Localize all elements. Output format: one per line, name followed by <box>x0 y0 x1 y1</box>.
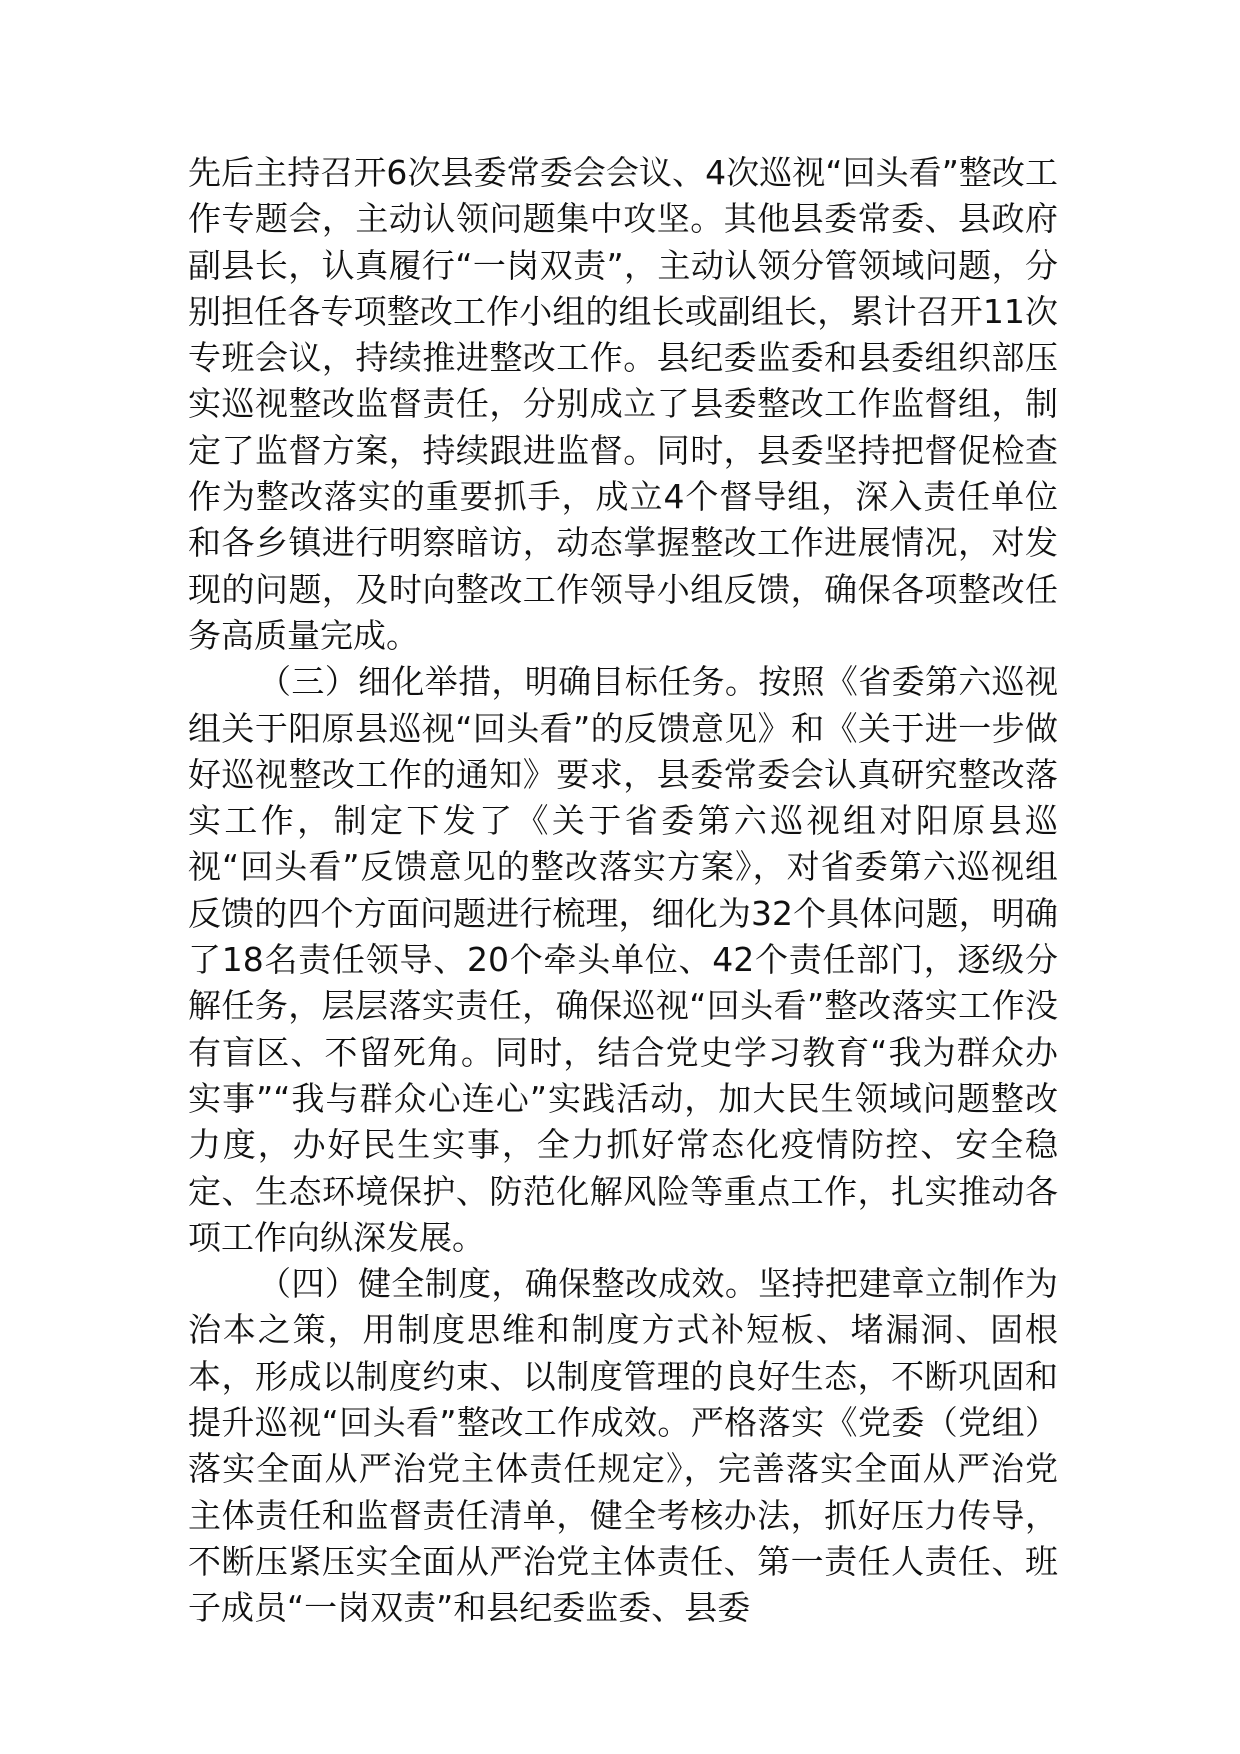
paragraph-continued: 先后主持召开6次县委常委会会议、4次巡视“回头看”整改工作专题会，主动认领问题集中攻坚。其他县委常委、县政府副县长，认真履行“一岗双责”，主动认领分管领域问题，分别担任各专项整改工作小组的组长或副组长，累计召开11次专班会议，持续推进整改工作。县纪委监委和县委组织部压实巡视整改监督责任，分别成立了县委整改工作监督组，制定了监督方案，持续跟进监督。同时，县委坚持把督促检查作为整改落实的重要抓手，成立4个督导组，深入责任单位和各乡镇进行明察暗访，动态掌握整改工作进展情况，对发现的问题，及时向整改工作领导小组反馈，确保各项整改任务高质量完成。 <box>188 153 1058 655</box>
paragraph-section-4: （四）健全制度，确保整改成效。坚持把建章立制作为治本之策，用制度思维和制度方式补短板、堵漏洞、固根本，形成以制度约束、以制度管理的良好生态，不断巩固和提升巡视“回头看”整改工作成效。严格落实《党委（党组）落实全面从严治党主体责任规定》，完善落实全面从严治党主体责任和监督责任清单，健全考核办法，抓好压力传导，不断压紧压实全面从严治党主体责任、第一责任人责任、班子成员“一岗双责”和县纪委监委、县委 <box>188 1264 1058 1628</box>
body-text <box>188 150 1058 1632</box>
paragraph-section-3: （三）细化举措，明确目标任务。按照《省委第六巡视组关于阳原县巡视“回头看”的反馈意见》和《关于进一步做好巡视整改工作的通知》要求，县委常委会认真研究整改落实工作，制定下发了《关于省委第六巡视组对阳原县巡视“回头看”反馈意见的整改落实方案》，对省委第六巡视组反馈的四个方面问题进行梳理，细化为32个具体问题，明确了18名责任领导、20个牵头单位、42个责任部门，逐级分解任务，层层落实责任，确保巡视“回头看”整改落实工作没有盲区、不留死角。同时，结合党史学习教育“我为群众办实事”“我与群众心连心”实践活动，加大民生领域问题整改力度，办好民生实事，全力抓好常态化疫情防控、安全稳定、生态环境保护、防范化解风险等重点工作，扎实推动各项工作向纵深发展。 <box>188 662 1058 1257</box>
